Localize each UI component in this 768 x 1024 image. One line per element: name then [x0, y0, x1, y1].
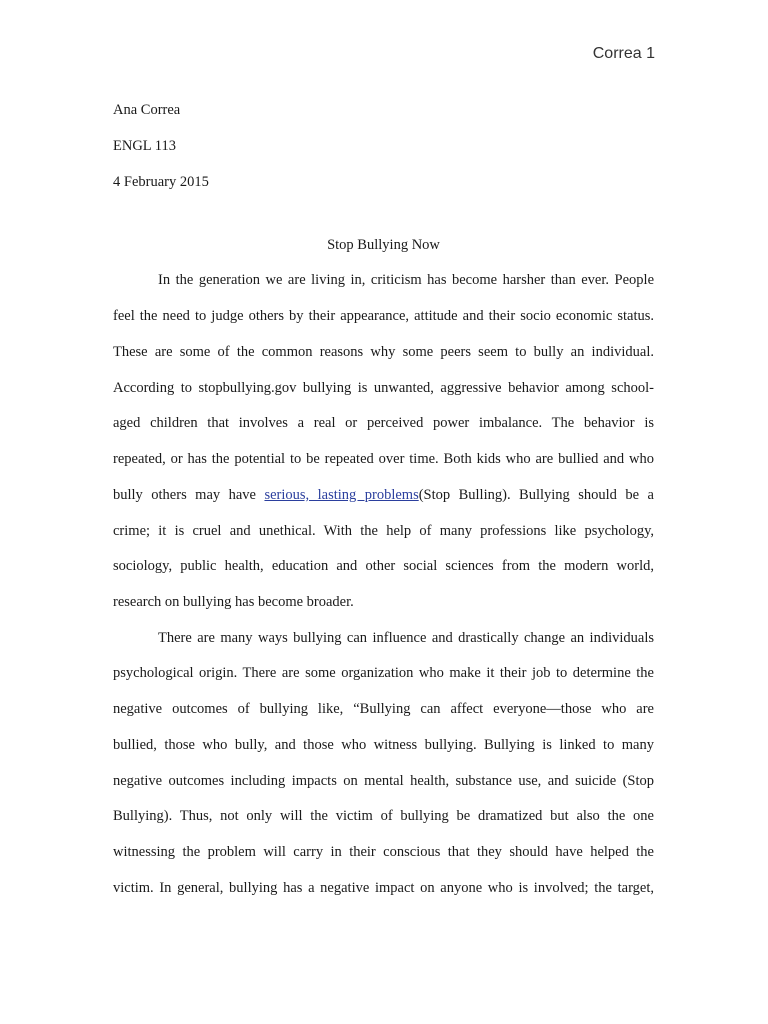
source-link[interactable]: serious, lasting problems [264, 487, 419, 503]
course-name: ENGL 113 [113, 137, 176, 154]
essay-title: Stop Bullying Now [327, 237, 440, 253]
paragraph-2-line: There are many ways bullying can influence and drastically change an individuals [158, 630, 654, 646]
paragraph-1-line: aged children that involves a real or perceived power imbalance. The behavior is [113, 415, 654, 431]
paragraph-1-line: In the generation we are living in, criticism has become harsher than ever. People [158, 272, 654, 288]
paragraph-1-line: repeated, or has the potential to be repeated over time. Both kids who are bullied and who [113, 451, 654, 467]
author-name: Ana Correa [113, 102, 181, 118]
line-text: bully others may have [113, 487, 265, 503]
paragraph-2-line: negative outcomes of bullying like, “Bullying can affect everyone—those who are [113, 701, 654, 717]
paragraph-2-line: Bullying). Thus, not only will the victim of bullying be dramatized but also the one [113, 808, 654, 824]
citation-text: (Stop Bulling). Bullying should be a [418, 487, 654, 503]
mla-heading [113, 93, 209, 200]
paragraph-1-line: According to stopbullying.gov bullying is unwanted, aggressive behavior among school- [113, 380, 654, 396]
running-head: Correa 1 [592, 45, 655, 62]
essay-date: 4 February 2015 [113, 173, 209, 190]
paragraph-2-line: victim. In general, bullying has a negative impact on anyone who is involved; the target, [113, 880, 654, 896]
paragraph-2-line: witnessing the problem will carry in their conscious that they should have helped the [113, 844, 654, 860]
paragraph-2-line: psychological origin. There are some organization who make it their job to determine the [113, 665, 654, 681]
paragraph-1-line: These are some of the common reasons why some peers seem to bully an individual. [113, 344, 654, 360]
paragraph-2-line: bullied, those who bully, and those who witness bullying. Bullying is linked to many [113, 737, 654, 753]
paragraph-1-line [113, 485, 654, 505]
paragraph-1-line: research on bullying has become broader. [113, 594, 354, 610]
paragraph-2-line: negative outcomes including impacts on mental health, substance use, and suicide (Stop [113, 773, 654, 789]
paragraph-1-line: sociology, public health, education and other social sciences from the modern world, [113, 558, 654, 574]
paragraph-1-line: crime; it is cruel and unethical. With the help of many professions like psychology, [113, 523, 654, 539]
paragraph-1-line: feel the need to judge others by their appearance, attitude and their socio economic status. [113, 308, 654, 324]
